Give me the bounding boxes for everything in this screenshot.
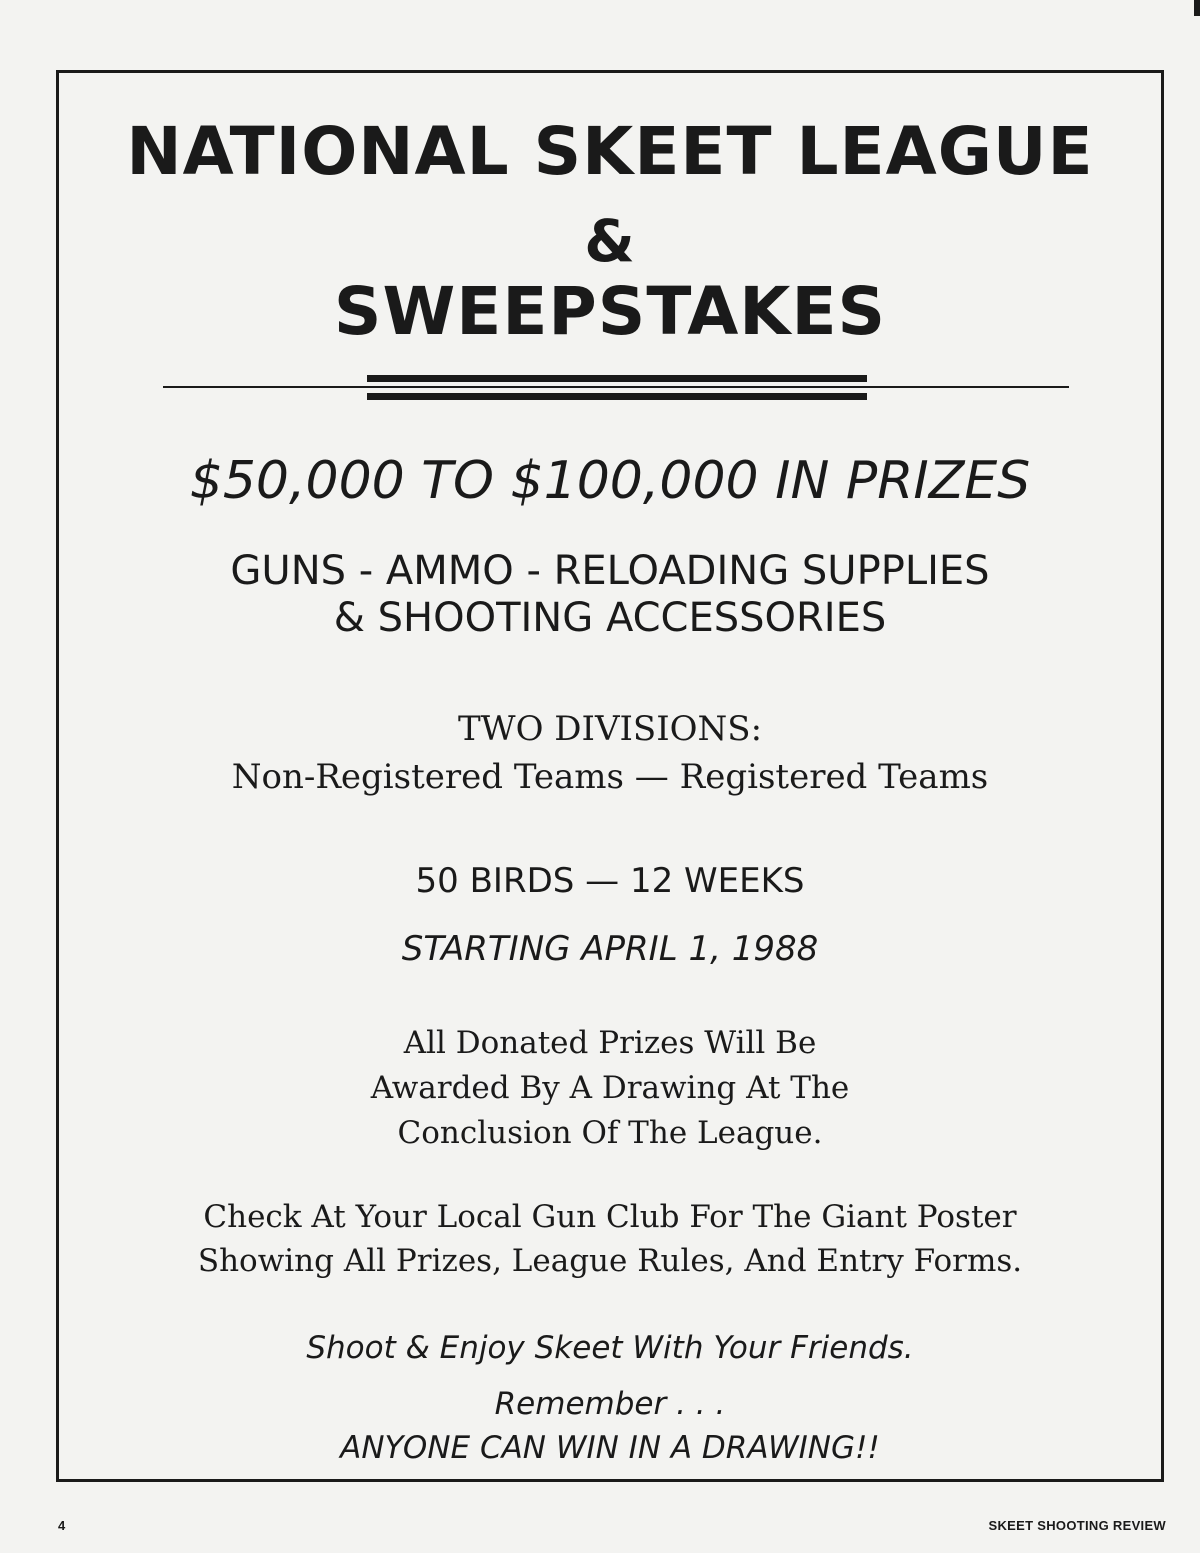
page-number: 4 [58, 1518, 66, 1533]
award-text-line1: All Donated Prizes Will Be [403, 1025, 817, 1061]
check-text-line2: Showing All Prizes, League Rules, And Entry Forms. [197, 1243, 1023, 1279]
ad-title-line1: NATIONAL SKEET LEAGUE [126, 113, 1094, 190]
prize-items-line1: GUNS - AMMO - RELOADING SUPPLIES [230, 548, 990, 594]
divider-thick-rule-top [367, 375, 867, 382]
closing-line1: Shoot & Enjoy Skeet With Your Friends. [306, 1330, 914, 1366]
closing-line2: Remember . . . [494, 1386, 726, 1422]
advertisement-box [56, 70, 1164, 1482]
divisions-heading: TWO DIVISIONS: [457, 709, 763, 749]
corner-mark [1194, 0, 1200, 16]
divider-thick-rule-bottom [367, 393, 867, 400]
closing-line3: ANYONE CAN WIN IN A DRAWING!! [340, 1430, 880, 1466]
award-text-line2: Awarded By A Drawing At The [370, 1070, 850, 1106]
ad-title-line3: SWEEPSTAKES [333, 273, 887, 350]
prize-amount-heading: $50,000 TO $100,000 IN PRIZES [189, 451, 1031, 511]
ad-title-ampersand: & [584, 207, 636, 275]
divisions-list: Non-Registered Teams — Registered Teams [231, 757, 989, 797]
award-text-line3: Conclusion Of The League. [397, 1115, 823, 1151]
divider-thin-rule [163, 386, 1069, 388]
birds-weeks: 50 BIRDS — 12 WEEKS [415, 861, 805, 901]
start-date: STARTING APRIL 1, 1988 [401, 929, 819, 969]
publication-name: SKEET SHOOTING REVIEW [988, 1518, 1166, 1533]
prize-items-line2: & SHOOTING ACCESSORIES [333, 595, 887, 641]
check-text-line1: Check At Your Local Gun Club For The Giant Poster [203, 1199, 1017, 1235]
